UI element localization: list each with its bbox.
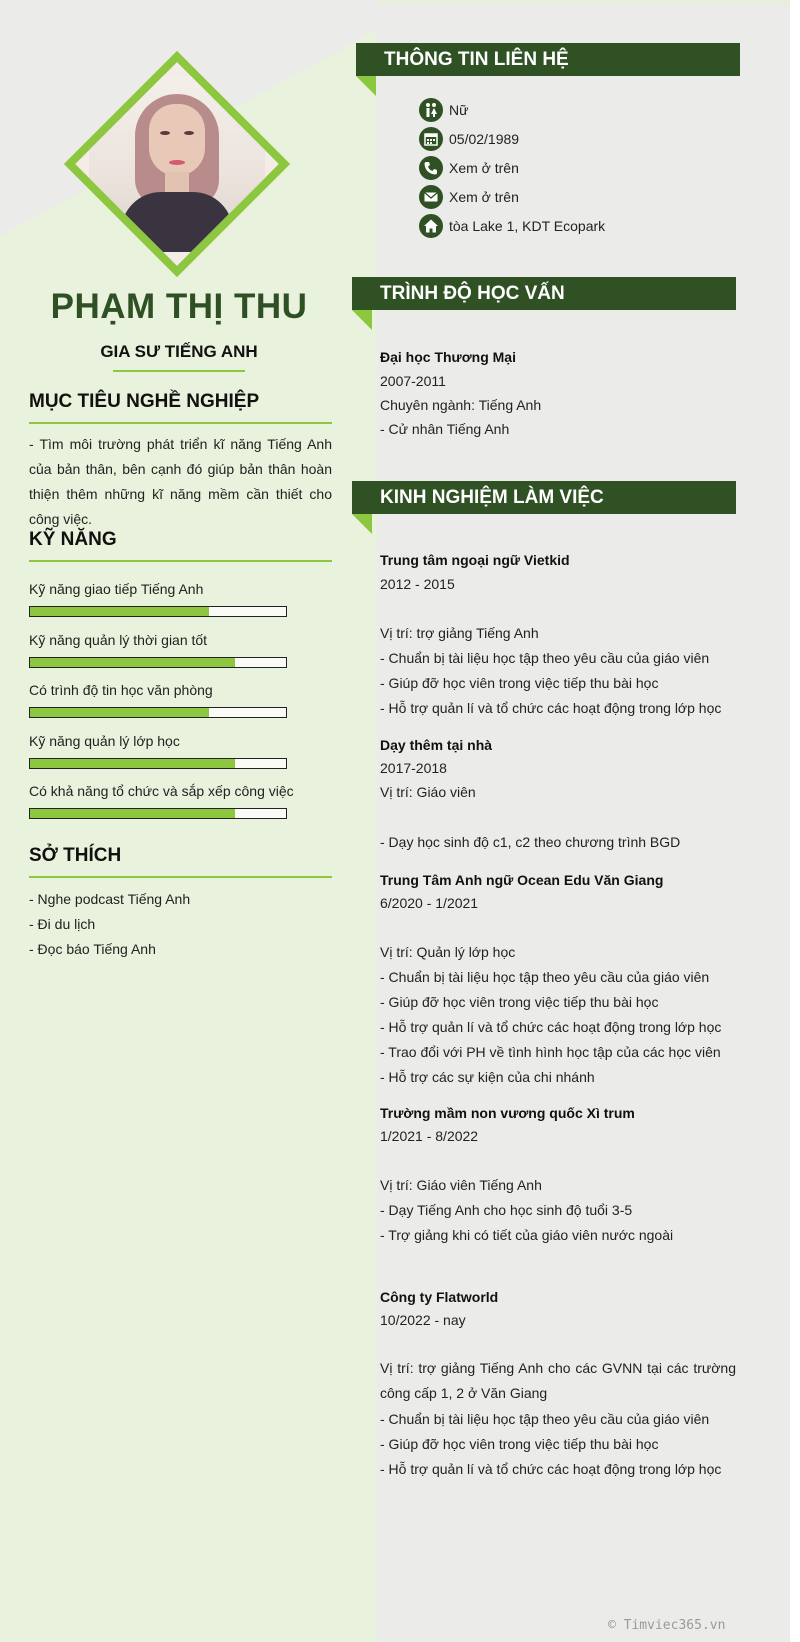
heading-ribbon-fold (352, 514, 372, 534)
job-line: - Hỗ trợ các sự kiện của chi nhánh (380, 1069, 595, 1085)
job-company: Trung Tâm Anh ngữ Ocean Edu Văn Giang (380, 872, 664, 888)
job-period: 10/2022 - nay (380, 1312, 466, 1328)
skill-label: Có trình độ tin học văn phòng (29, 682, 213, 698)
job-line: - Trao đổi với PH về tình hình học tập của các học viên (380, 1044, 721, 1060)
contact-birthday: 05/02/1989 (449, 131, 520, 147)
title-underline (113, 370, 245, 372)
education-heading: TRÌNH ĐỘ HỌC VẤN (352, 277, 736, 310)
avatar (61, 48, 295, 282)
experience-heading: KINH NGHIỆM LÀM VIỆC (352, 481, 736, 514)
education-period: 2007-2011 (380, 373, 446, 389)
contact-email: Xem ở trên (449, 189, 519, 205)
hobbies-heading: SỞ THÍCH (29, 845, 122, 866)
phone-icon (419, 156, 443, 180)
job-line: - Dạy học sinh độ c1, c2 theo chương trình BGD (380, 834, 681, 850)
hobby-item: - Nghe podcast Tiếng Anh (29, 891, 191, 907)
objective-rule (29, 422, 332, 424)
job-line: - Hỗ trợ quản lí và tổ chức các hoạt động trong lớp học (380, 700, 722, 716)
job-company: Dạy thêm tại nhà (380, 737, 493, 753)
skill-bar (29, 707, 287, 718)
contact-address: tòa Lake 1, KDT Ecopark (449, 218, 606, 234)
gender-icon (419, 98, 443, 122)
skill-bar-fill (30, 809, 235, 818)
objective-text: - Tìm môi trường phát triển kĩ năng Tiếng Anh của bản thân, bên cạnh đó giúp bản thân hoàn thiện thêm những kĩ năng mềm cần thiết cho công việc. (29, 436, 332, 527)
skill-label: Kỹ năng giao tiếp Tiếng Anh (29, 581, 204, 597)
contact-heading: THÔNG TIN LIÊN HỆ (356, 43, 740, 76)
skills-heading: KỸ NĂNG (29, 529, 117, 550)
job-period: 2017-2018 (380, 760, 447, 776)
job-line: - Hỗ trợ quản lí và tổ chức các hoạt động trong lớp học (380, 1019, 722, 1035)
job-line: Vị trí: Giáo viên Tiếng Anh (380, 1177, 542, 1193)
job-line: Vị trí: Giáo viên (380, 784, 476, 800)
contact-gender: Nữ (449, 102, 469, 118)
job-line: - Chuẩn bị tài liệu học tập theo yêu cầu của giáo viên (380, 1411, 710, 1427)
watermark: © Timviec365.vn (608, 1618, 726, 1633)
skill-bar-fill (30, 607, 209, 616)
job-company: Công ty Flatworld (380, 1289, 499, 1305)
home-icon (419, 214, 443, 238)
job-line: - Hỗ trợ quản lí và tổ chức các hoạt động trong lớp học (380, 1461, 722, 1477)
heading-ribbon-fold (352, 310, 372, 330)
hobbies-rule (29, 876, 332, 878)
mail-icon (419, 185, 443, 209)
education-school: Đại học Thương Mại (380, 349, 516, 365)
skill-bar (29, 808, 287, 819)
objective-heading: MỤC TIÊU NGHỀ NGHIỆP (29, 391, 260, 412)
education-degree: - Cử nhân Tiếng Anh (380, 421, 510, 437)
skill-bar (29, 657, 287, 668)
job-title: GIA SƯ TIẾNG ANH (100, 342, 258, 361)
job-line: Vị trí: trợ giảng Tiếng Anh cho các GVNN tại các trường công cấp 1, 2 ở Văn Giang (380, 1360, 736, 1401)
candidate-name: PHẠM THỊ THU (50, 287, 308, 326)
heading-ribbon-fold (356, 76, 376, 96)
job-line: - Giúp đỡ học viên trong việc tiếp thu bài học (380, 994, 659, 1010)
job-line: Vị trí: Quản lý lớp học (380, 944, 516, 960)
skill-bar (29, 606, 287, 617)
job-company: Trung tâm ngoại ngữ Vietkid (380, 552, 570, 568)
skill-bar (29, 758, 287, 769)
hobby-item: - Đi du lịch (29, 916, 96, 932)
skill-bar-fill (30, 658, 235, 667)
skill-label: Có khả năng tổ chức và sắp xếp công việc (29, 783, 294, 799)
calendar-icon (419, 127, 443, 151)
job-period: 6/2020 - 1/2021 (380, 895, 479, 911)
skill-label: Kỹ năng quản lý lớp học (29, 733, 180, 749)
job-line: - Giúp đỡ học viên trong việc tiếp thu bài học (380, 1436, 659, 1452)
job-period: 1/2021 - 8/2022 (380, 1128, 479, 1144)
job-line: - Chuẩn bị tài liệu học tập theo yêu cầu của giáo viên (380, 650, 710, 666)
education-major: Chuyên ngành: Tiếng Anh (380, 397, 542, 413)
skill-bar-fill (30, 759, 235, 768)
job-line: Vị trí: trợ giảng Tiếng Anh (380, 625, 539, 641)
job-period: 2012 - 2015 (380, 576, 455, 592)
avatar-frame (64, 51, 290, 277)
contact-phone: Xem ở trên (449, 160, 519, 176)
job-company: Trường mầm non vương quốc Xì trum (380, 1105, 635, 1121)
skill-label: Kỹ năng quản lý thời gian tốt (29, 632, 208, 648)
avatar-photo (89, 76, 265, 252)
skill-bar-fill (30, 708, 209, 717)
job-line: - Chuẩn bị tài liệu học tập theo yêu cầu của giáo viên (380, 969, 710, 985)
skills-rule (29, 560, 332, 562)
job-line: - Giúp đỡ học viên trong việc tiếp thu bài học (380, 675, 659, 691)
hobby-item: - Đọc báo Tiếng Anh (29, 941, 156, 957)
job-line: - Dạy Tiếng Anh cho học sinh độ tuổi 3-5 (380, 1202, 633, 1218)
job-line: - Trợ giảng khi có tiết của giáo viên nước ngoài (380, 1227, 674, 1243)
